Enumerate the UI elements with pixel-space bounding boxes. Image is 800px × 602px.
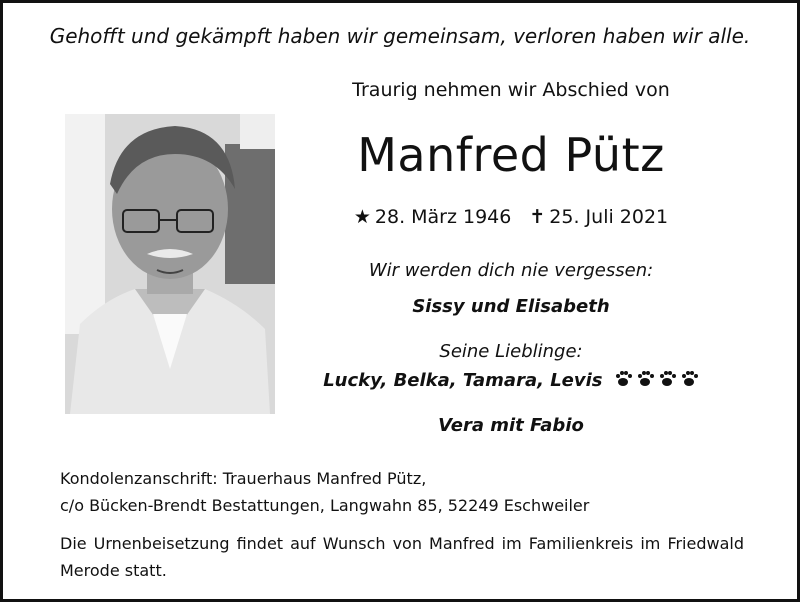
address-line-2: c/o Bücken-Brendt Bestattungen, Langwahn 85, 52249 Eschweiler bbox=[60, 496, 590, 515]
cross-icon: ✝ bbox=[529, 206, 546, 228]
pets-names: Lucky, Belka, Tamara, Levis bbox=[323, 370, 603, 391]
portrait-photo bbox=[65, 114, 275, 414]
death-date: 25. Juli 2021 bbox=[549, 206, 669, 228]
star-icon: ★ bbox=[353, 206, 371, 228]
intro-text: Traurig nehmen wir Abschied von bbox=[352, 79, 670, 101]
farewell-line: Wir werden dich nie vergessen: bbox=[368, 260, 654, 281]
burial-notice: Die Urnenbeisetzung findet auf Wunsch von Manfred im Familienkreis im Friedwald Merode statt. bbox=[60, 534, 744, 580]
pets-heading: Seine Lieblinge: bbox=[439, 341, 583, 362]
address-line-1: Kondolenzanschrift: Trauerhaus Manfred Pütz, bbox=[60, 469, 427, 488]
motto: Gehofft und gekämpft haben wir gemeinsam, verloren haben wir alle. bbox=[49, 24, 751, 48]
paw-prints-icon bbox=[613, 370, 699, 393]
life-dates bbox=[333, 206, 689, 228]
pets-line bbox=[323, 370, 699, 393]
mourners-line: Sissy und Elisabeth bbox=[412, 296, 610, 317]
deceased-name: Manfred Pütz bbox=[357, 128, 665, 182]
birth-date: 28. März 1946 bbox=[374, 206, 512, 228]
friends-line: Vera mit Fabio bbox=[438, 415, 584, 436]
